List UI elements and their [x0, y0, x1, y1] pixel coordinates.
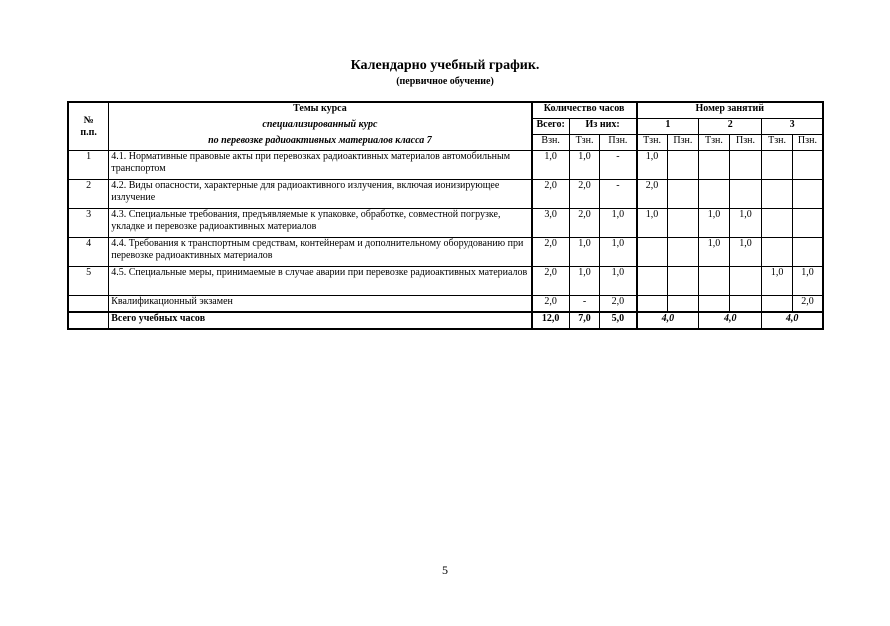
header-vzn: Взн. [532, 135, 570, 151]
header-of-which: Из них: [569, 119, 636, 135]
row-s3-pzn [792, 180, 823, 209]
row-s3-tzn [762, 238, 793, 267]
header-s3-pzn: Пзн. [792, 135, 823, 151]
row-vzn: 3,0 [532, 209, 570, 238]
header-session-2: 2 [699, 119, 762, 135]
row-s1-tzn [637, 267, 668, 296]
row-s2-pzn: 1,0 [729, 209, 762, 238]
row-num: 1 [68, 151, 109, 180]
row-s3-tzn: 1,0 [762, 267, 793, 296]
exam-row [68, 296, 823, 313]
exam-s3-tzn [762, 296, 793, 313]
row-pzn: 1,0 [600, 209, 637, 238]
header-tzn: Тзн. [569, 135, 600, 151]
row-s1-tzn: 1,0 [637, 151, 668, 180]
totals-vzn: 12,0 [532, 312, 570, 329]
header-session-1: 1 [637, 119, 699, 135]
row-topic: 4.3. Специальные требования, предъявляемые к упаковке, обработке, совместной погрузке, укладке и перевозке радиоактивных материалов [109, 209, 532, 238]
exam-s1-tzn [637, 296, 668, 313]
page-number: 5 [442, 563, 448, 577]
row-s2-pzn [729, 151, 762, 180]
row-s1-tzn [637, 238, 668, 267]
totals-topic: Всего учебных часов [109, 312, 532, 329]
row-s3-tzn [762, 180, 793, 209]
row-s2-pzn [729, 267, 762, 296]
row-tzn: 1,0 [569, 151, 600, 180]
row-s3-pzn [792, 209, 823, 238]
row-vzn: 1,0 [532, 151, 570, 180]
row-s3-tzn [762, 151, 793, 180]
header-s3-tzn: Тзн. [762, 135, 793, 151]
exam-tzn: - [569, 296, 600, 313]
row-s2-tzn [699, 151, 730, 180]
header-topics-sub1: специализированный курс [109, 119, 532, 135]
exam-s2-pzn [729, 296, 762, 313]
header-s1-pzn: Пзн. [667, 135, 699, 151]
totals-session-3: 4,0 [762, 312, 823, 329]
row-s2-pzn [729, 180, 762, 209]
row-tzn: 1,0 [569, 238, 600, 267]
header-s2-tzn: Тзн. [699, 135, 730, 151]
row-s1-pzn [667, 151, 699, 180]
table-row [68, 151, 823, 180]
page-subtitle: (первичное обучение) [396, 76, 494, 87]
header-hours: Количество часов [532, 102, 637, 119]
totals-pzn: 5,0 [600, 312, 637, 329]
totals-row [68, 312, 823, 329]
row-vzn: 2,0 [532, 238, 570, 267]
totals-tzn: 7,0 [569, 312, 600, 329]
row-topic: 4.2. Виды опасности, характерные для радиоактивного излучения, включая ионизирующее излучение [109, 180, 532, 209]
row-topic: 4.5. Специальные меры, принимаемые в случае аварии при перевозке радиоактивных материалов [109, 267, 532, 296]
row-pzn: - [600, 151, 637, 180]
row-s1-pzn [667, 180, 699, 209]
exam-topic: Квалификационный экзамен [109, 296, 532, 313]
row-s2-pzn: 1,0 [729, 238, 762, 267]
exam-s3-pzn: 2,0 [792, 296, 823, 313]
row-s1-tzn: 1,0 [637, 209, 668, 238]
totals-session-2: 4,0 [699, 312, 762, 329]
row-s1-pzn [667, 209, 699, 238]
row-s3-pzn [792, 238, 823, 267]
row-s2-tzn [699, 180, 730, 209]
row-pzn: 1,0 [600, 267, 637, 296]
header-row-3 [68, 135, 823, 151]
table-row [68, 209, 823, 238]
row-num: 4 [68, 238, 109, 267]
page-title: Календарно учебный график. [350, 58, 540, 73]
row-s3-pzn [792, 151, 823, 180]
exam-num [68, 296, 109, 313]
exam-s1-pzn [667, 296, 699, 313]
header-pzn: Пзн. [600, 135, 637, 151]
row-pzn: - [600, 180, 637, 209]
header-total: Всего: [532, 119, 570, 135]
row-s2-tzn: 1,0 [699, 209, 730, 238]
header-s1-tzn: Тзн. [637, 135, 668, 151]
row-s1-tzn: 2,0 [637, 180, 668, 209]
schedule-table [67, 101, 824, 330]
row-num: 3 [68, 209, 109, 238]
row-s2-tzn: 1,0 [699, 238, 730, 267]
table-row [68, 238, 823, 267]
exam-pzn: 2,0 [600, 296, 637, 313]
row-s1-pzn [667, 267, 699, 296]
row-s1-pzn [667, 238, 699, 267]
table-row [68, 180, 823, 209]
row-tzn: 2,0 [569, 180, 600, 209]
row-s3-pzn: 1,0 [792, 267, 823, 296]
row-vzn: 2,0 [532, 267, 570, 296]
header-num2: п.п. [80, 126, 97, 138]
row-tzn: 1,0 [569, 267, 600, 296]
table-row [68, 267, 823, 296]
header-num-cell [68, 102, 109, 151]
row-num: 5 [68, 267, 109, 296]
header-num: № [83, 114, 94, 126]
row-s2-tzn [699, 267, 730, 296]
row-vzn: 2,0 [532, 180, 570, 209]
row-tzn: 2,0 [569, 209, 600, 238]
exam-vzn: 2,0 [532, 296, 570, 313]
totals-num [68, 312, 109, 329]
header-topics-title: Темы курса [109, 102, 532, 119]
header-session-3: 3 [762, 119, 823, 135]
row-topic: 4.1. Нормативные правовые акты при перевозках радиоактивных материалов автомобильным транспортом [109, 151, 532, 180]
header-row-2 [68, 119, 823, 135]
row-num: 2 [68, 180, 109, 209]
row-topic: 4.4. Требования к транспортным средствам, контейнерам и дополнительному оборудованию при перевозке радиоактивных материалов [109, 238, 532, 267]
totals-session-1: 4,0 [637, 312, 699, 329]
row-s3-tzn [762, 209, 793, 238]
header-sessions: Номер занятий [637, 102, 823, 119]
row-pzn: 1,0 [600, 238, 637, 267]
exam-s2-tzn [699, 296, 730, 313]
header-row-1 [68, 102, 823, 119]
header-topics-sub2: по перевозке радиоактивных материалов класса 7 [109, 135, 532, 151]
header-s2-pzn: Пзн. [729, 135, 762, 151]
